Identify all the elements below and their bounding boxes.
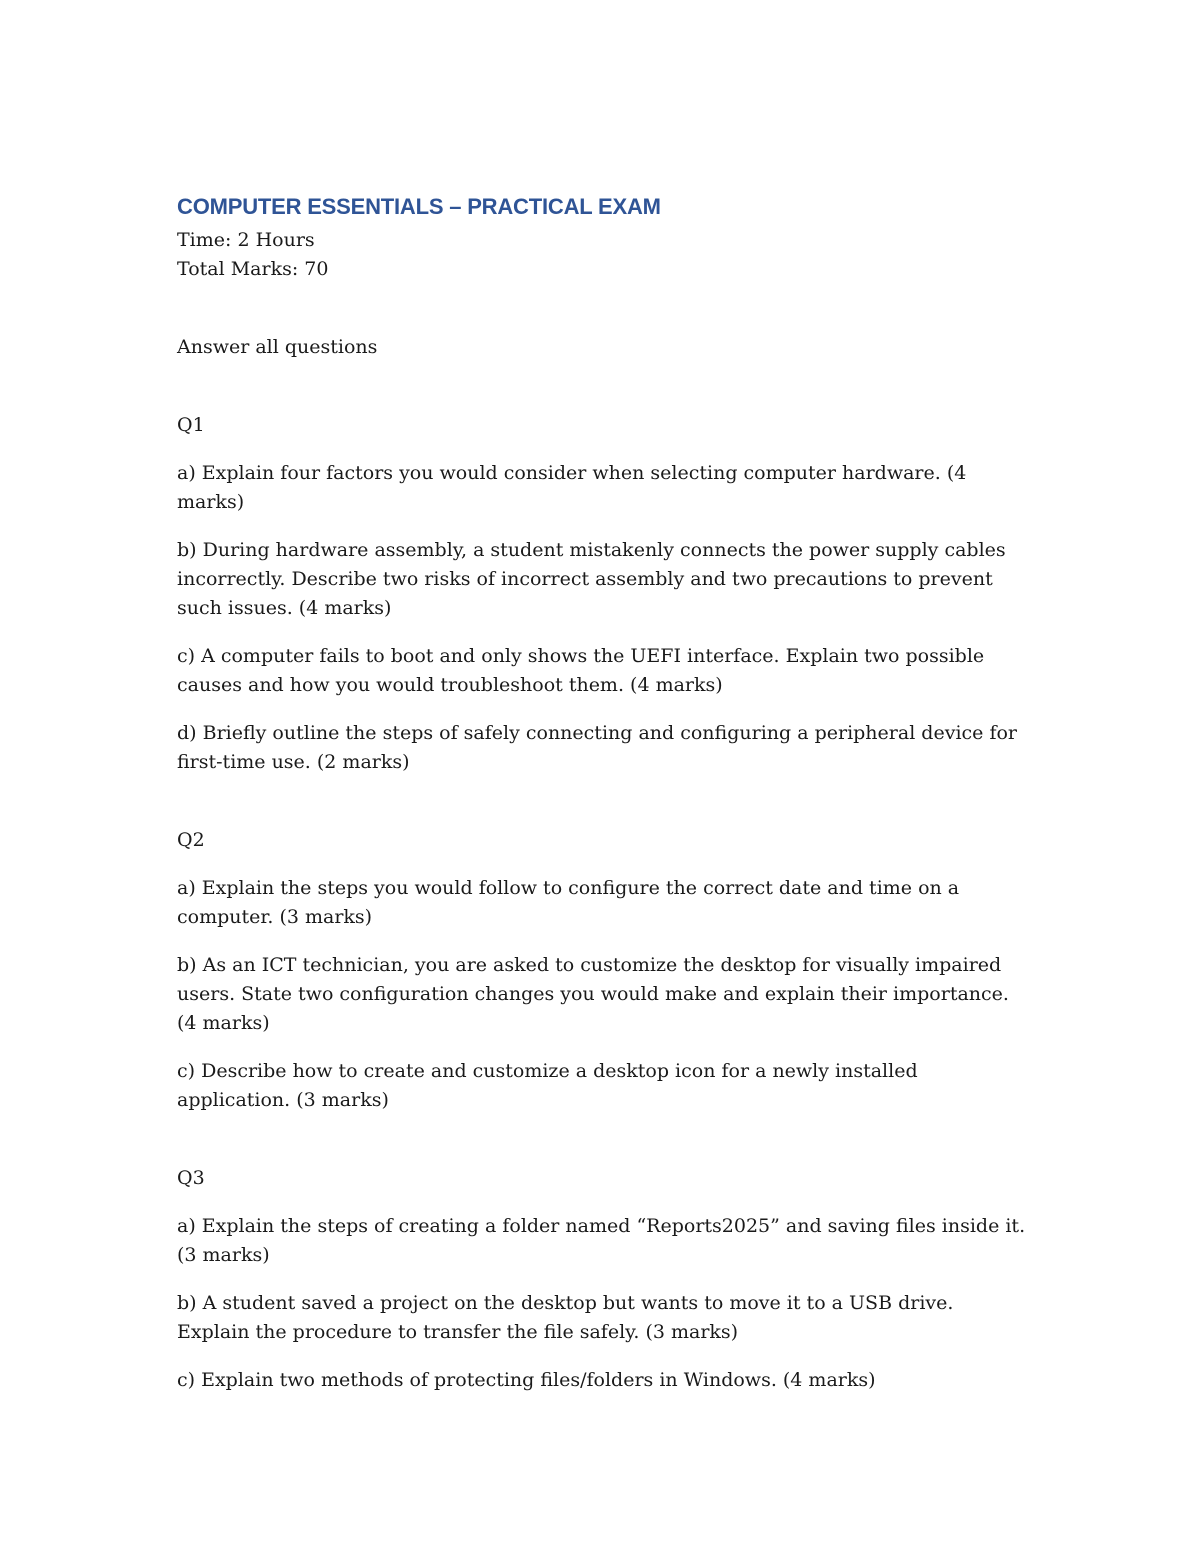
question-part: c) Explain two methods of protecting files/folders in Windows. (4 marks) [177,1369,876,1391]
question-1 [177,411,1027,777]
document-title: COMPUTER ESSENTIALS – PRACTICAL EXAM [177,194,661,219]
exam-instruction: Answer all questions [177,336,378,358]
question-part: c) A computer fails to boot and only shows the UEFI interface. Explain two possible causes and how you would troubleshoot them. (4 marks) [177,645,985,696]
question-part: a) Explain the steps you would follow to configure the correct date and time on a computer. (3 marks) [177,877,960,928]
question-2 [177,826,1027,1115]
question-part: b) During hardware assembly, a student mistakenly connects the power supply cables incorrectly. Describe two risks of incorrect assembly and two precautions to prevent such issues. (4 marks) [177,539,1006,619]
question-part: a) Explain the steps of creating a folder named “Reports2025” and saving files inside it. (3 marks) [177,1215,1026,1266]
question-3 [177,1164,1027,1395]
question-label: Q2 [177,829,205,851]
exam-total-marks: Total Marks: 70 [177,258,329,280]
exam-time: Time: 2 Hours [177,229,315,251]
question-part: b) A student saved a project on the desktop but wants to move it to a USB drive. Explain the procedure to transfer the file safely. (3 marks) [177,1292,954,1343]
question-part: d) Briefly outline the steps of safely connecting and configuring a peripheral device for first-time use. (2 marks) [177,722,1018,773]
question-part: b) As an ICT technician, you are asked to customize the desktop for visually impaired users. State two configuration changes you would make and explain their importance. (4 marks) [177,954,1009,1034]
question-label: Q3 [177,1167,205,1189]
question-label: Q1 [177,414,205,436]
exam-document [177,192,1027,1414]
question-part: a) Explain four factors you would consider when selecting computer hardware. (4 marks) [177,462,967,513]
question-part: c) Describe how to create and customize a desktop icon for a newly installed application. (3 marks) [177,1060,918,1111]
